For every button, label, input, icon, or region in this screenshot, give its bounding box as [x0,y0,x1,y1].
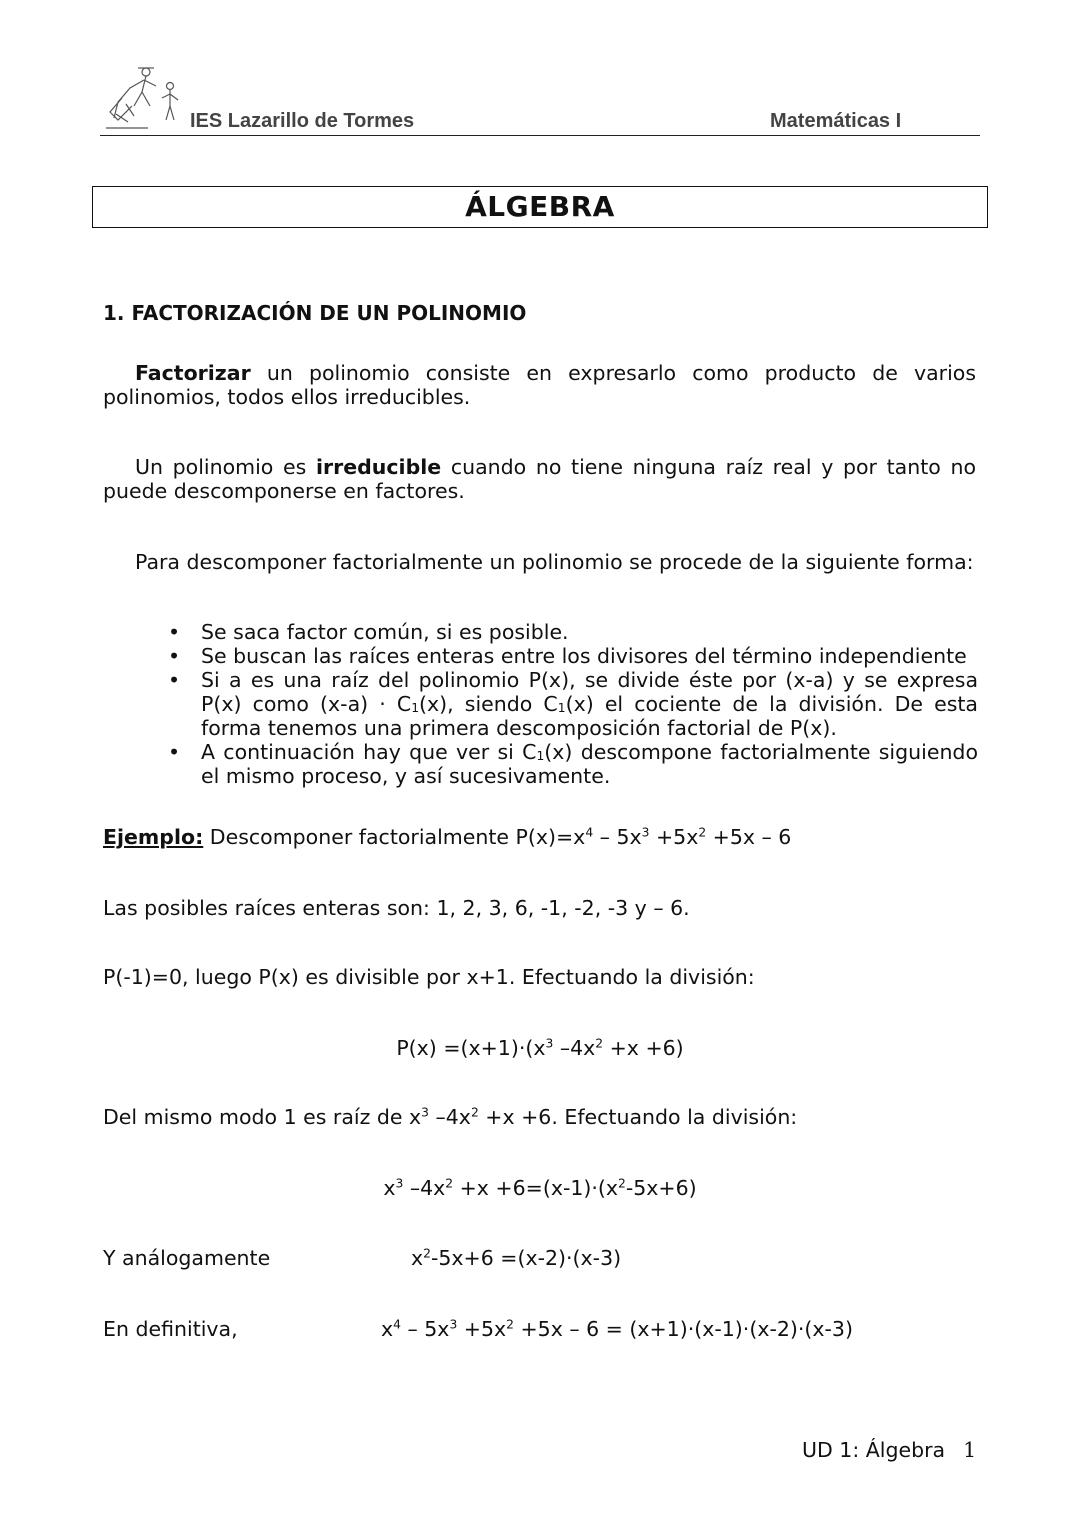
example-text: Descomponer factorialmente P(x)=x [203,825,586,849]
result-term: – 5x [400,1317,450,1341]
result-1 [92,1036,988,1060]
expr-term: +5x [649,825,699,849]
step-4-text: A continuación hay que ver si C [201,740,537,764]
note-text: Del mismo modo 1 es raíz de x [103,1105,422,1129]
irreducible-text-end: cuando no tiene ninguna raíz real y por tanto no puede descomponerse en factores. [103,455,976,503]
step-3-text-cont: (x), siendo C [419,692,558,716]
exponent: 3 [545,1036,554,1051]
exponent: 2 [423,1246,431,1261]
exponent: 2 [698,825,707,840]
subscript-index: 1 [411,701,420,716]
result-term: +5x – 6 = (x+1)·(x-1)·(x-2)·(x-3) [513,1317,853,1341]
result-2 [92,1176,988,1200]
analog-label: Y análogamente [103,1246,271,1270]
final-result [381,1317,853,1341]
irreducible-text-start: Un polinomio es [135,455,316,479]
final-label: En definitiva, [103,1317,238,1341]
subject-name: Matemáticas I [770,110,902,132]
bullet-icon: • [168,644,181,668]
exponent: 3 [449,1317,458,1332]
irreducible-paragraph [103,455,976,503]
result-term: +5x [457,1317,507,1341]
result-term: +x +6=(x-1)·(x [453,1176,619,1200]
exponent: 3 [395,1176,404,1191]
school-logo-illustration [104,62,184,132]
procedure-steps-list [168,620,978,788]
bullet-icon: • [168,668,181,692]
step-3-text-end: (x) el cociente de la división. De esta forma tenemos una primera descomposición factorial de P(x). [201,692,978,740]
exponent: 3 [641,825,650,840]
definition-text: un polinomio consiste en expresarlo como producto de varios polinomios, todos ellos irreducibles. [103,361,976,409]
school-name: IES Lazarillo de Tormes [190,110,415,132]
page-number: 1 [963,1438,977,1462]
result-term: -5x+6 =(x-2)·(x-3) [430,1246,622,1270]
note-text: –4x [429,1105,471,1129]
subscript-index: 1 [536,749,545,764]
result-term: P(x) =(x+1)·(x [396,1036,546,1060]
exponent: 4 [585,825,594,840]
irreducible-term: irreducible [315,455,442,479]
subscript-index: 1 [557,701,566,716]
bullet-icon: • [168,620,181,644]
exponent: 2 [445,1176,454,1191]
result-term: x [383,1176,396,1200]
list-item [168,620,978,644]
same-way-note [103,1105,976,1129]
header-rule [100,135,980,136]
page-title: ÁLGEBRA [465,190,615,223]
result-term: -5x+6) [625,1176,697,1200]
note-text: +x +6. Efectuando la división: [478,1105,798,1129]
example-label: Ejemplo: [103,825,204,849]
definition-paragraph [103,361,976,409]
expr-term: +5x – 6 [706,825,792,849]
example-statement [103,825,976,849]
step-3-text: Si a es una raíz del polinomio P(x), se divide éste por (x-a) y se expresa P(x) como (x-a) · C [201,668,978,716]
definition-term: Factorizar [135,361,251,385]
bullet-icon: • [168,740,181,764]
list-item [168,644,978,668]
exponent: 2 [595,1036,604,1051]
footer-unit: UD 1: Álgebra [802,1438,946,1462]
list-item [168,740,978,788]
result-term: –4x [553,1036,596,1060]
possible-roots: Las posibles raíces enteras son: 1, 2, 3, 6, -1, -2, -3 y – 6. [103,896,690,920]
result-term: –4x [403,1176,446,1200]
result-term: x [411,1246,424,1270]
result-3 [411,1246,621,1270]
procedure-intro: Para descomponer factorialmente un polinomio se procede de la siguiente forma: [135,550,974,574]
result-term: x [381,1317,394,1341]
step-1-text: Se saca factor común, si es posible. [201,620,569,644]
exponent: 4 [393,1317,401,1332]
exponent: 3 [421,1105,429,1120]
section-heading: 1. FACTORIZACIÓN DE UN POLINOMIO [103,301,527,325]
division-note: P(-1)=0, luego P(x) es divisible por x+1. Efectuando la división: [103,965,755,989]
result-term: +x +6) [603,1036,684,1060]
exponent: 2 [470,1105,479,1120]
step-2-text: Se buscan las raíces enteras entre los divisores del término independiente [201,644,967,668]
list-item [168,668,978,740]
step-4-text-end: (x) descompone factorialmente siguiendo el mismo proceso, y así sucesivamente. [201,740,978,788]
page-footer [802,1438,976,1462]
expr-term: – 5x [593,825,642,849]
exponent: 2 [618,1176,626,1191]
exponent: 2 [506,1317,514,1332]
